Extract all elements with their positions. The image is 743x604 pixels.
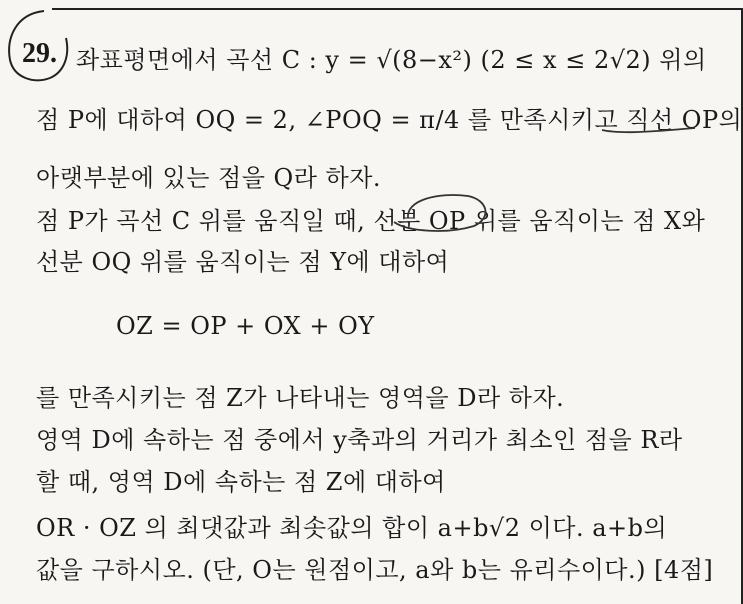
problem-line-8: 할 때, 영역 D에 속하는 점 Z에 대하여 [36, 468, 446, 496]
question-number: 29. [22, 38, 57, 69]
problem-line-10: 값을 구하시오. (단, O는 원점이고, a와 b는 유리수이다.) [4점] [36, 556, 714, 584]
problem-line-3: 아랫부분에 있는 점을 Q라 하자. [36, 164, 382, 192]
problem-line-9: OR · OZ 의 최댓값과 최솟값의 합이 a+b√2 이다. a+b의 [36, 514, 668, 542]
handwritten-underline-op [600, 118, 700, 138]
problem-line-1: 좌표평면에서 곡선 C : y = √(8−x²) (2 ≤ x ≤ 2√2) 위의 [76, 46, 707, 74]
top-border-line [52, 8, 743, 10]
problem-line-6: 를 만족시키는 점 Z가 나타내는 영역을 D라 하자. [36, 384, 565, 412]
vector-equation: OZ = OP + OX + OY [116, 312, 375, 340]
problem-line-5: 선분 OQ 위를 움직이는 점 Y에 대하여 [36, 248, 450, 276]
problem-line-2: 점 P에 대하여 OQ = 2, ∠POQ = π/4 를 만족시키고 직선 OP의 [36, 106, 743, 134]
handwritten-circle-segment-op [388, 188, 498, 238]
problem-line-7: 영역 D에 속하는 점 중에서 y축과의 거리가 최소인 점을 R라 [36, 426, 683, 454]
problem-line-4: 점 P가 곡선 C 위를 움직일 때, 선분 OP 위를 움직이는 점 X와 [36, 207, 706, 235]
